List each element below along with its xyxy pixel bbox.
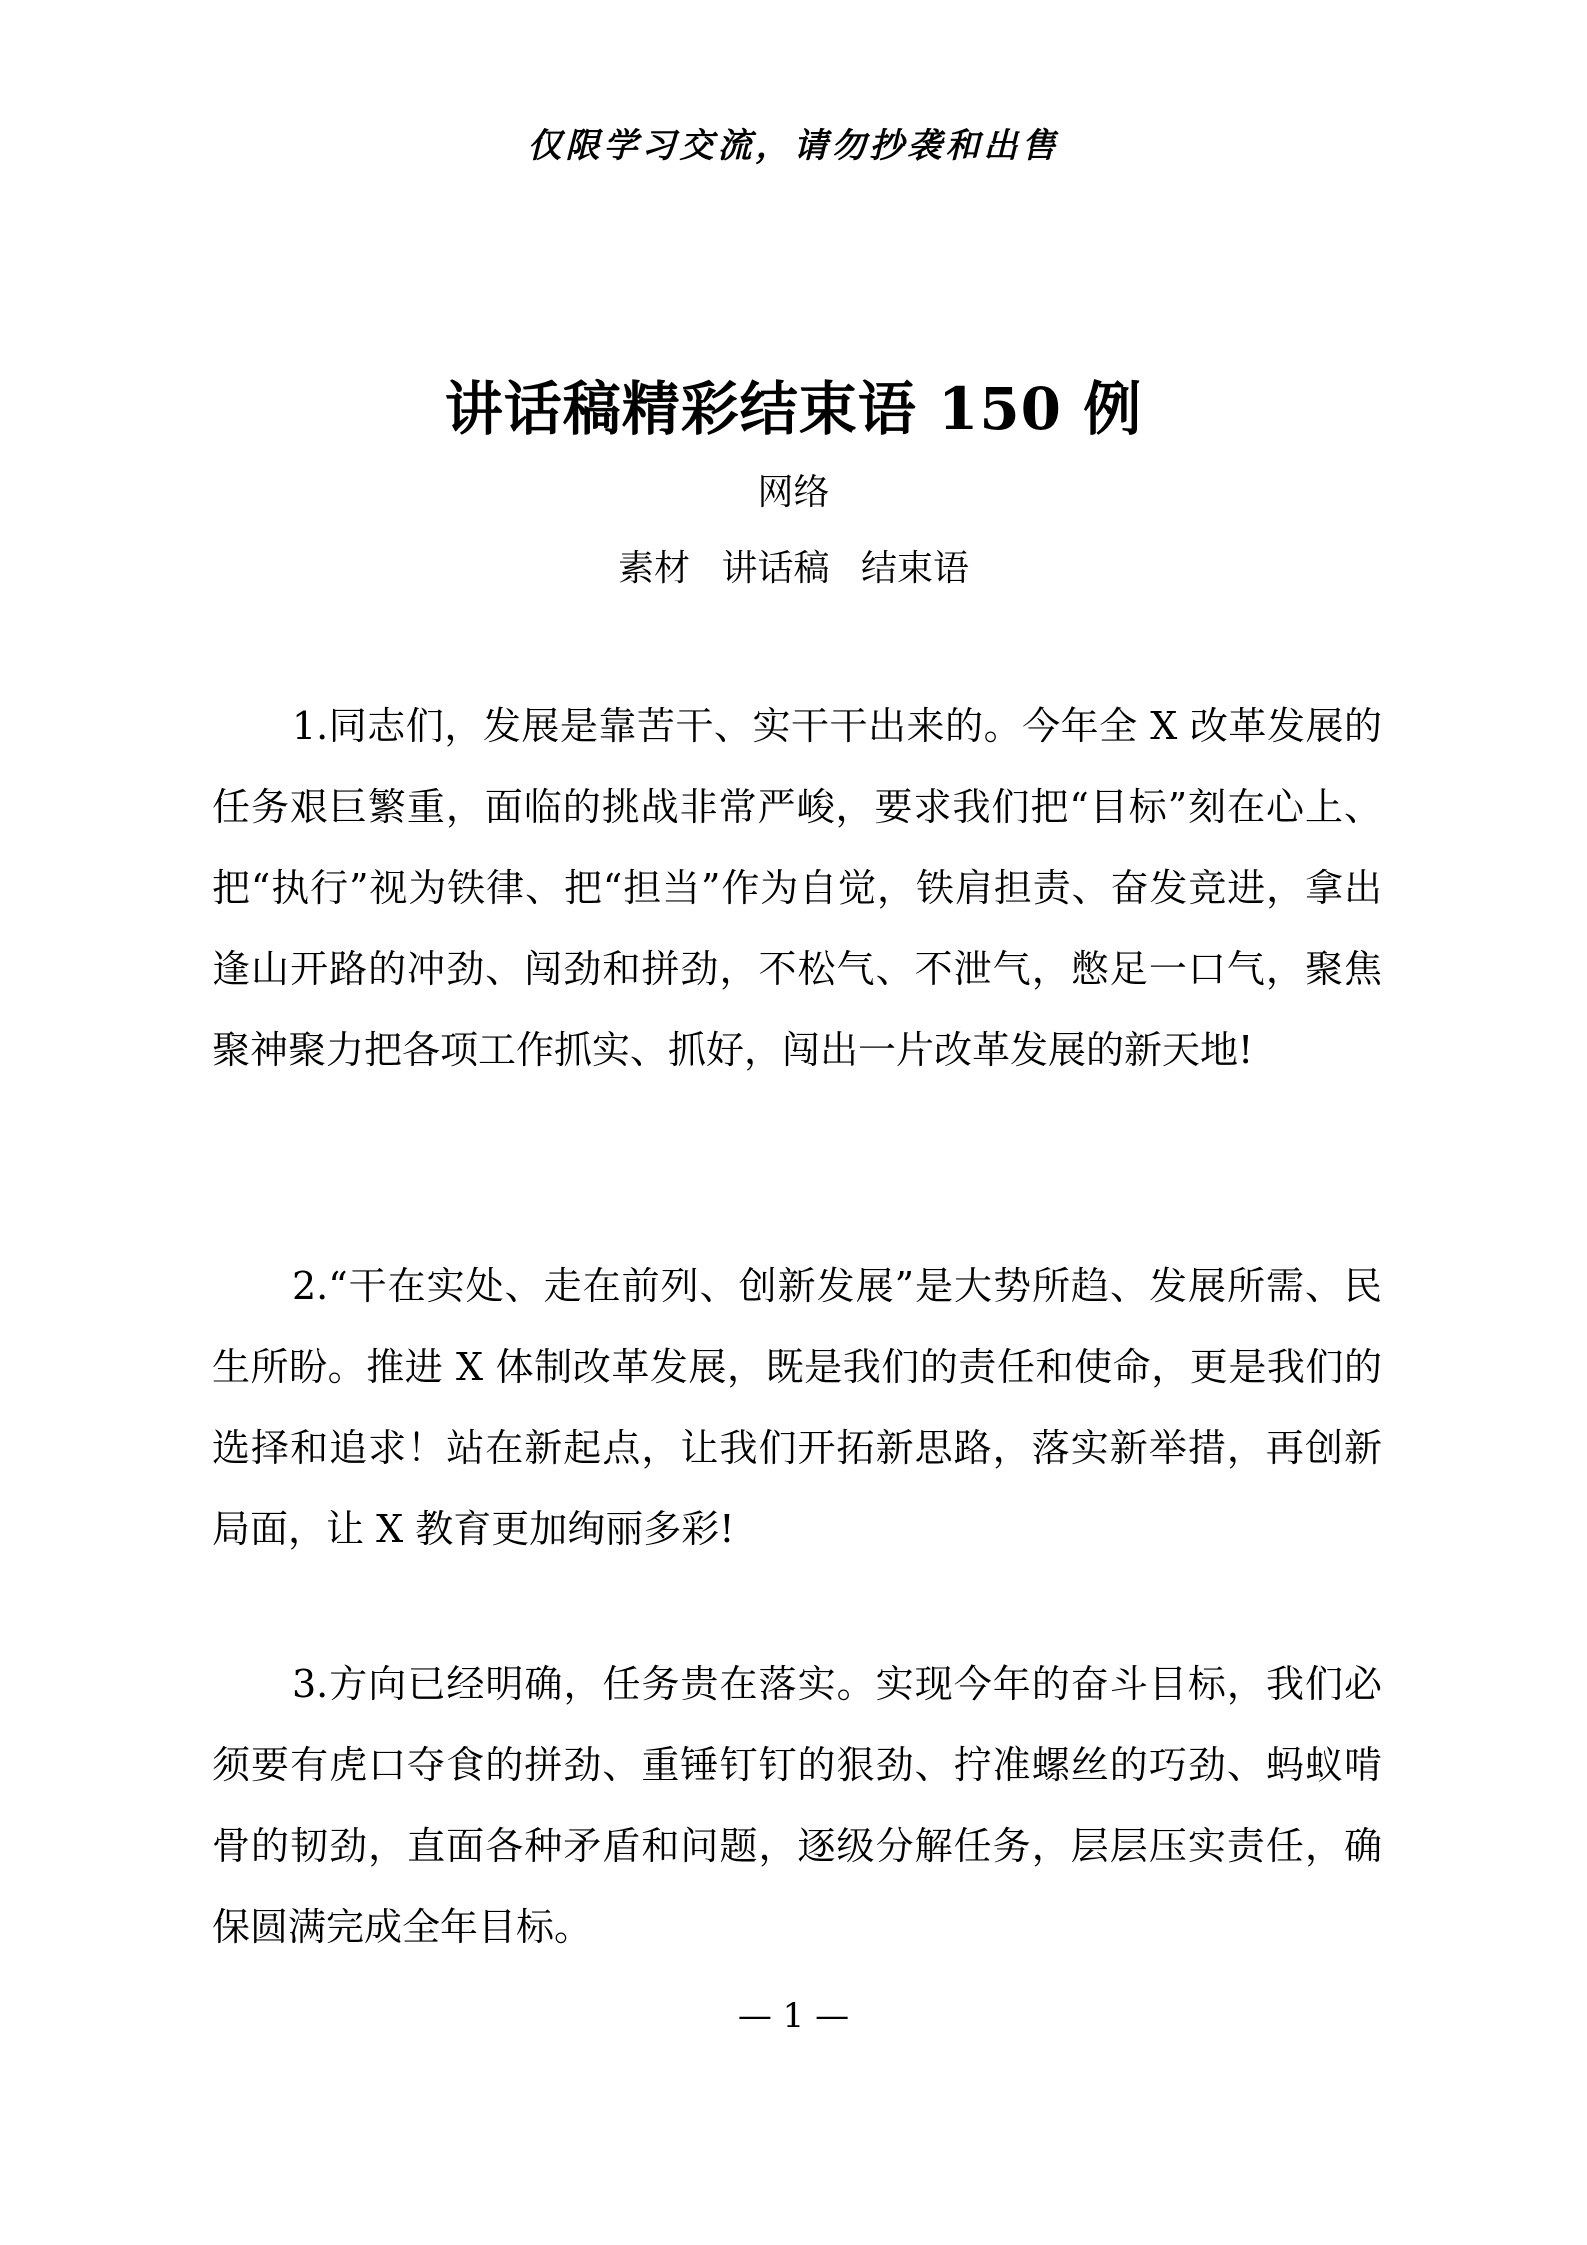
tag-list — [0, 540, 1587, 591]
author: 网络 — [757, 472, 830, 513]
page-number: — 1 — — [737, 1996, 850, 2036]
paragraph: 1.同志们，发展是靠苦干、实干干出来的。今年全 X 改革发展的任务艰巨繁重，面临的挑战非常严峻，要求我们把“目标”刻在心上、把“执行”视为铁律、把“担当”作为自觉，铁肩担责、奋发竞进，拿出逢山开路的冲劲、闯劲和拼劲，不松气、不泄气，憋足一口气，聚焦聚神聚力把各项工作抓实、抓好，闯出一片改革发展的新天地! — [212, 704, 1382, 1072]
tag: 结束语 — [860, 548, 969, 589]
document-title: 讲话稿精彩结束语 150 例 — [444, 375, 1143, 443]
tag: 素材 — [618, 548, 691, 589]
header-note: 仅限学习交流，请勿抄袭和出售 — [527, 126, 1060, 166]
paragraph: 2.“干在实处、走在前列、创新发展”是大势所趋、发展所需、民生所盼。推进 X 体制改革发展，既是我们的责任和使命，更是我们的选择和追求！站在新起点，让我们开拓新思路，落实新举措，再创新局面，让 X 教育更加绚丽多彩! — [212, 1264, 1382, 1551]
paragraph: 3.方向已经明确，任务贵在落实。实现今年的奋斗目标，我们必须要有虎口夺食的拼劲、重锤钉钉的狠劲、拧准螺丝的巧劲、蚂蚁啃骨的韧劲，直面各种矛盾和问题，逐级分解任务，层层压实责任，确保圆满完成全年目标。 — [212, 1662, 1382, 1949]
tag: 讲话稿 — [721, 548, 830, 589]
